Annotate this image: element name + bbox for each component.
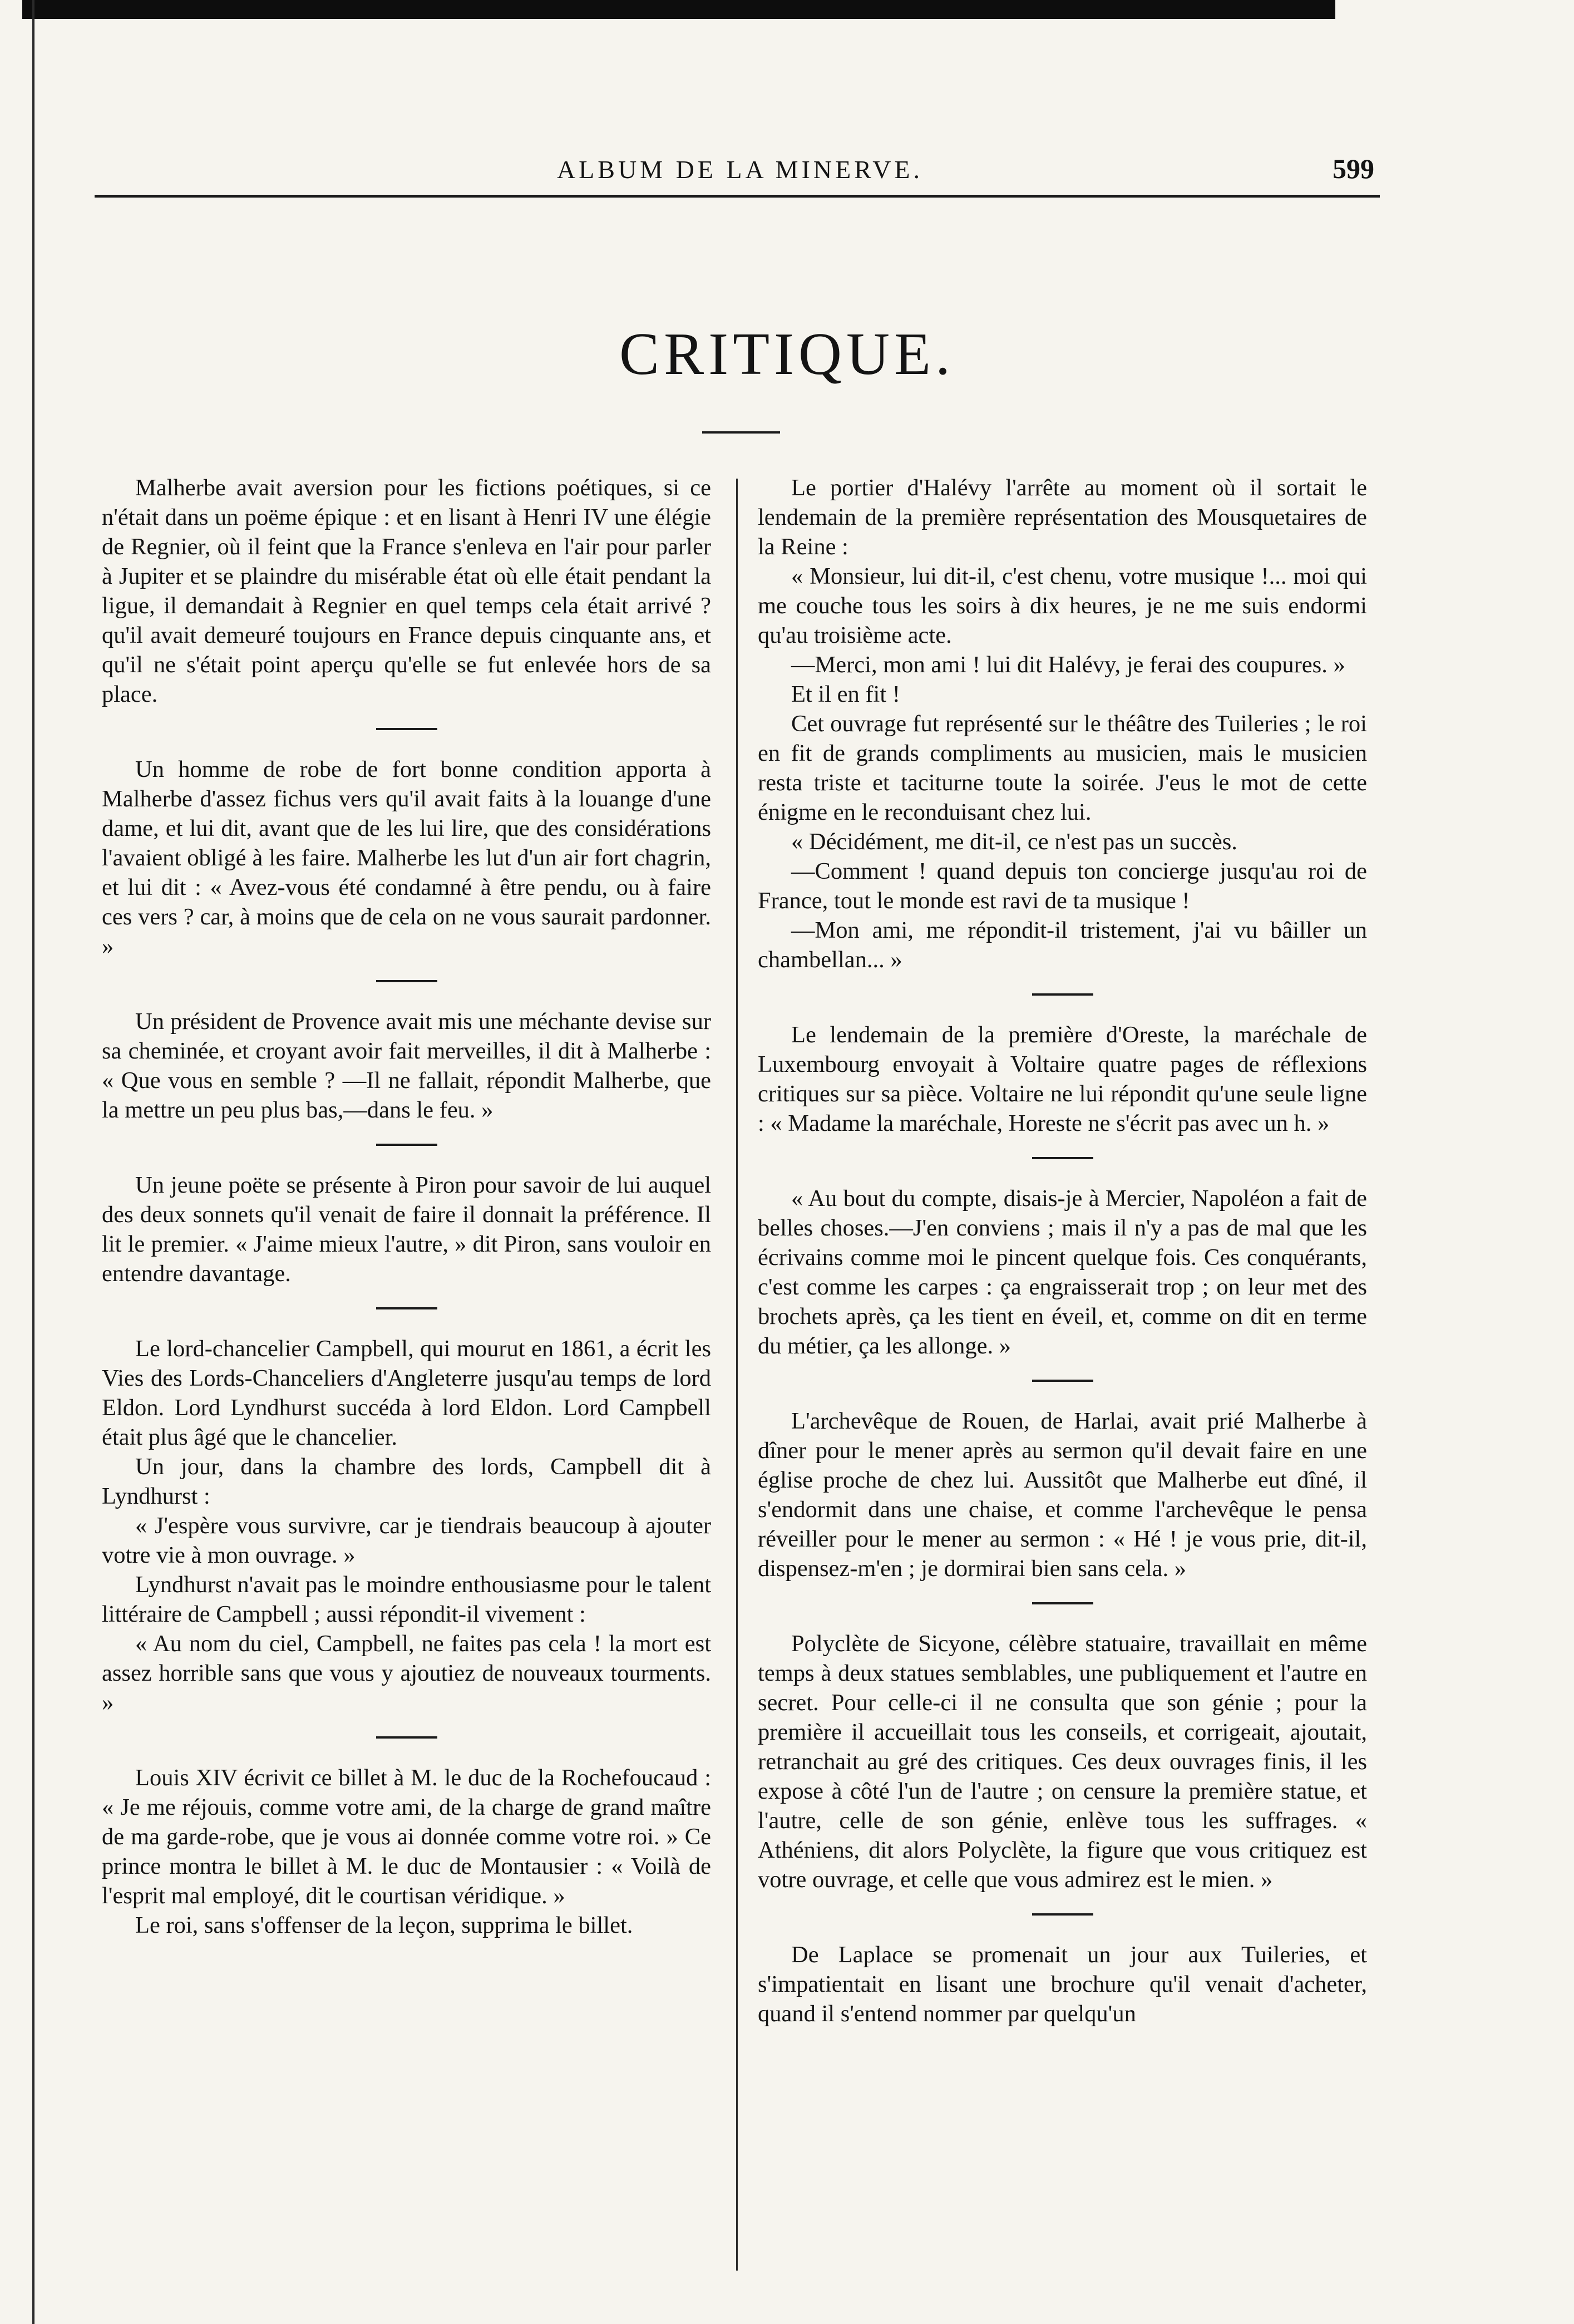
anecdote-separator — [376, 1307, 437, 1309]
page-number: 599 — [1333, 153, 1374, 184]
anecdote — [102, 1170, 711, 1288]
anecdote — [102, 755, 711, 961]
anecdote-paragraph: « Au nom du ciel, Campbell, ne faites pas cela ! la mort est assez horrible sans que vous y ajoutiez de nouveaux tourments. » — [102, 1631, 711, 1716]
anecdote — [102, 1763, 711, 1940]
anecdote — [102, 473, 711, 709]
anecdote — [102, 1007, 711, 1125]
page-header — [95, 150, 1385, 195]
anecdote-paragraph: Un jour, dans la chambre des lords, Campbell dit à Lyndhurst : — [102, 1454, 711, 1509]
running-title: ALBUM DE LA MINERVE. — [556, 155, 924, 184]
anecdote — [758, 1184, 1367, 1361]
anecdote-paragraph: L'archevêque de Rouen, de Harlai, avait prié Malherbe à dîner pour le mener après au sermon qu'il devait faire en une église proche de chez lui. Aussitôt que Malherbe eut dîné, il s'endormit dans une chaise, et comme l'archevêque le pensa réveiller pour le mener au sermon : « Hé ! je vous prie, dit-il, dispensez-m'en ; je dormirai bien sans cela. » — [758, 1408, 1367, 1582]
anecdote — [758, 1940, 1367, 2028]
anecdote-paragraph: De Laplace se promenait un jour aux Tuileries, et s'impatientait en lisant une brochure qu'il venait d'acheter, quand il s'entend nommer par quelqu'un — [758, 1942, 1367, 2027]
anecdote-separator — [376, 728, 437, 730]
anecdote-separator — [376, 1736, 437, 1739]
anecdote-paragraph: —Merci, mon ami ! lui dit Halévy, je ferai des coupures. » — [791, 652, 1345, 678]
anecdote — [102, 1334, 711, 1717]
scan-top-edge — [22, 0, 1335, 19]
anecdote-paragraph: Le roi, sans s'offenser de la leçon, supprima le billet. — [135, 1912, 633, 1938]
section-title: CRITIQUE. — [619, 321, 955, 387]
anecdote-paragraph: —Mon ami, me répondit-il tristement, j'ai vu bâiller un chambellan... » — [758, 917, 1367, 973]
anecdote-paragraph: Le lendemain de la première d'Oreste, la maréchale de Luxembourg envoyait à Voltaire quatre pages de réflexions critiques sur sa pièce. Voltaire ne lui répondit qu'une seule ligne : « Madame la maréchale, Horeste ne s'écrit pas avec un h. » — [758, 1022, 1367, 1136]
title-rule — [702, 431, 780, 434]
anecdote-paragraph: « Au bout du compte, disais-je à Mercier, Napoléon a fait de belles choses.—J'en conviens ; mais il n'y a pas de mal que les écrivains comme moi le pincent quelque fois. Ces conquérants, c'est comme les carpes : ça engraisserait trop ; on leur met des brochets après, ça les tient en éveil, et, comme on dit en terme du métier, ça les allonge. » — [758, 1185, 1367, 1359]
anecdote-paragraph: Un président de Provence avait mis une méchante devise sur sa cheminée, et croyant avoir fait merveilles, il dit à Malherbe : « Que vous en semble ? —Il ne fallait, répondit Malherbe, que la mettre un peu plus bas,—dans le feu. » — [102, 1008, 711, 1123]
column-divider — [736, 479, 738, 2271]
anecdote-paragraph: Et il en fit ! — [791, 681, 900, 707]
anecdote — [758, 1629, 1367, 1894]
anecdote-separator — [376, 980, 437, 982]
anecdote-paragraph: « Monsieur, lui dit-il, c'est chenu, votre musique !... moi qui me couche tous les soirs à dix heures, je ne me suis endormi qu'au troisième acte. — [758, 563, 1367, 648]
anecdote — [758, 1020, 1367, 1138]
anecdote-separator — [1032, 993, 1093, 996]
anecdote-separator — [1032, 1380, 1093, 1382]
anecdote-paragraph: Le lord-chancelier Campbell, qui mourut en 1861, a écrit les Vies des Lords-Chanceliers d'Angleterre jusqu'au temps de lord Eldon. Lord Lyndhurst succéda à lord Eldon. Lord Campbell était plus âgé que le chancelier. — [102, 1336, 711, 1450]
left-column — [102, 473, 711, 1940]
anecdote-paragraph: « J'espère vous survivre, car je tiendrais beaucoup à ajouter votre vie à mon ouvrage. » — [102, 1513, 711, 1568]
anecdote-paragraph: Lyndhurst n'avait pas le moindre enthousiasme pour le talent littéraire de Campbell ; aussi répondit-il vivement : — [102, 1572, 711, 1627]
anecdote-paragraph: Polyclète de Sicyone, célèbre statuaire, travaillait en même temps à deux statues semblables, une publiquement et l'autre en secret. Pour celle-ci il ne consulta que son génie ; pour la première il accueillait tous les conseils, et corrigeait, ajoutait, retranchait au gré des critiques. Ces deux ouvrages finis, il les expose à côté l'un de l'autre ; on censure la première statue, et l'autre, celle de son génie, enlève tous les suffrages. « Athéniens, dit alors Polyclète, la figure que vous critiquez est votre ouvrage, et celle que vous admirez est le mien. » — [758, 1631, 1367, 1893]
anecdote-paragraph: Malherbe avait aversion pour les fictions poétiques, si ce n'était dans un poëme épique : et en lisant à Henri IV une élégie de Regnier, où il feint que la France s'enleva en l'air pour parler à Jupiter et se plaindre du misérable état où elle était pendant la ligue, il demandait à Regnier en quel temps cela était arrivé ? qu'il avait demeuré toujours en France depuis cinquante ans, et qu'il ne s'était point aperçu qu'elle se fut enlevée hors de sa place. — [102, 475, 711, 707]
right-column — [758, 473, 1367, 2028]
header-rule — [95, 195, 1380, 198]
anecdote-separator — [1032, 1913, 1093, 1916]
anecdote-separator — [376, 1144, 437, 1146]
anecdote-paragraph: « Décidément, me dit-il, ce n'est pas un succès. — [791, 829, 1237, 855]
anecdote-paragraph: —Comment ! quand depuis ton concierge jusqu'au roi de France, tout le monde est ravi de ta musique ! — [758, 858, 1367, 914]
anecdote — [758, 1406, 1367, 1583]
anecdote-paragraph: Le portier d'Halévy l'arrête au moment où il sortait le lendemain de la première représentation des Mousquetaires de la Reine : — [758, 475, 1367, 560]
anecdote-paragraph: Cet ouvrage fut représenté sur le théâtre des Tuileries ; le roi en fit de grands compliments au musicien, mais le musicien resta triste et taciturne toute la soirée. J'eus le mot de cette énigme en le reconduisant chez lui. — [758, 711, 1367, 825]
anecdote-separator — [1032, 1157, 1093, 1159]
anecdote-paragraph: Louis XIV écrivit ce billet à M. le duc de la Rochefoucaud : « Je me réjouis, comme votre ami, de la charge de grand maître de ma garde-robe, que je vous ai donnée comme votre roi. » Ce prince montra le billet à M. le duc de Montausier : « Voilà de l'esprit mal employé, dit le courtisan véridique. » — [102, 1765, 711, 1909]
anecdote-separator — [1032, 1602, 1093, 1604]
anecdote — [758, 473, 1367, 974]
anecdote-paragraph: Un jeune poëte se présente à Piron pour savoir de lui auquel des deux sonnets qu'il venait de faire il donnait la préférence. Il lit le premier. « J'aime mieux l'autre, » dit Piron, sans vouloir en entendre davantage. — [102, 1172, 711, 1287]
anecdote-paragraph: Un homme de robe de fort bonne condition apporta à Malherbe d'assez fichus vers qu'il avait faits à la louange d'une dame, et lui dit, avant que de les lui lire, que des considérations l'avaient obligé à les faire. Malherbe les lut d'un air fort chagrin, et lui dit : « Avez-vous été condamné à être pendu, ou à faire ces vers ? car, à moins que de cela on ne vous saurait pardonner. » — [102, 756, 711, 959]
